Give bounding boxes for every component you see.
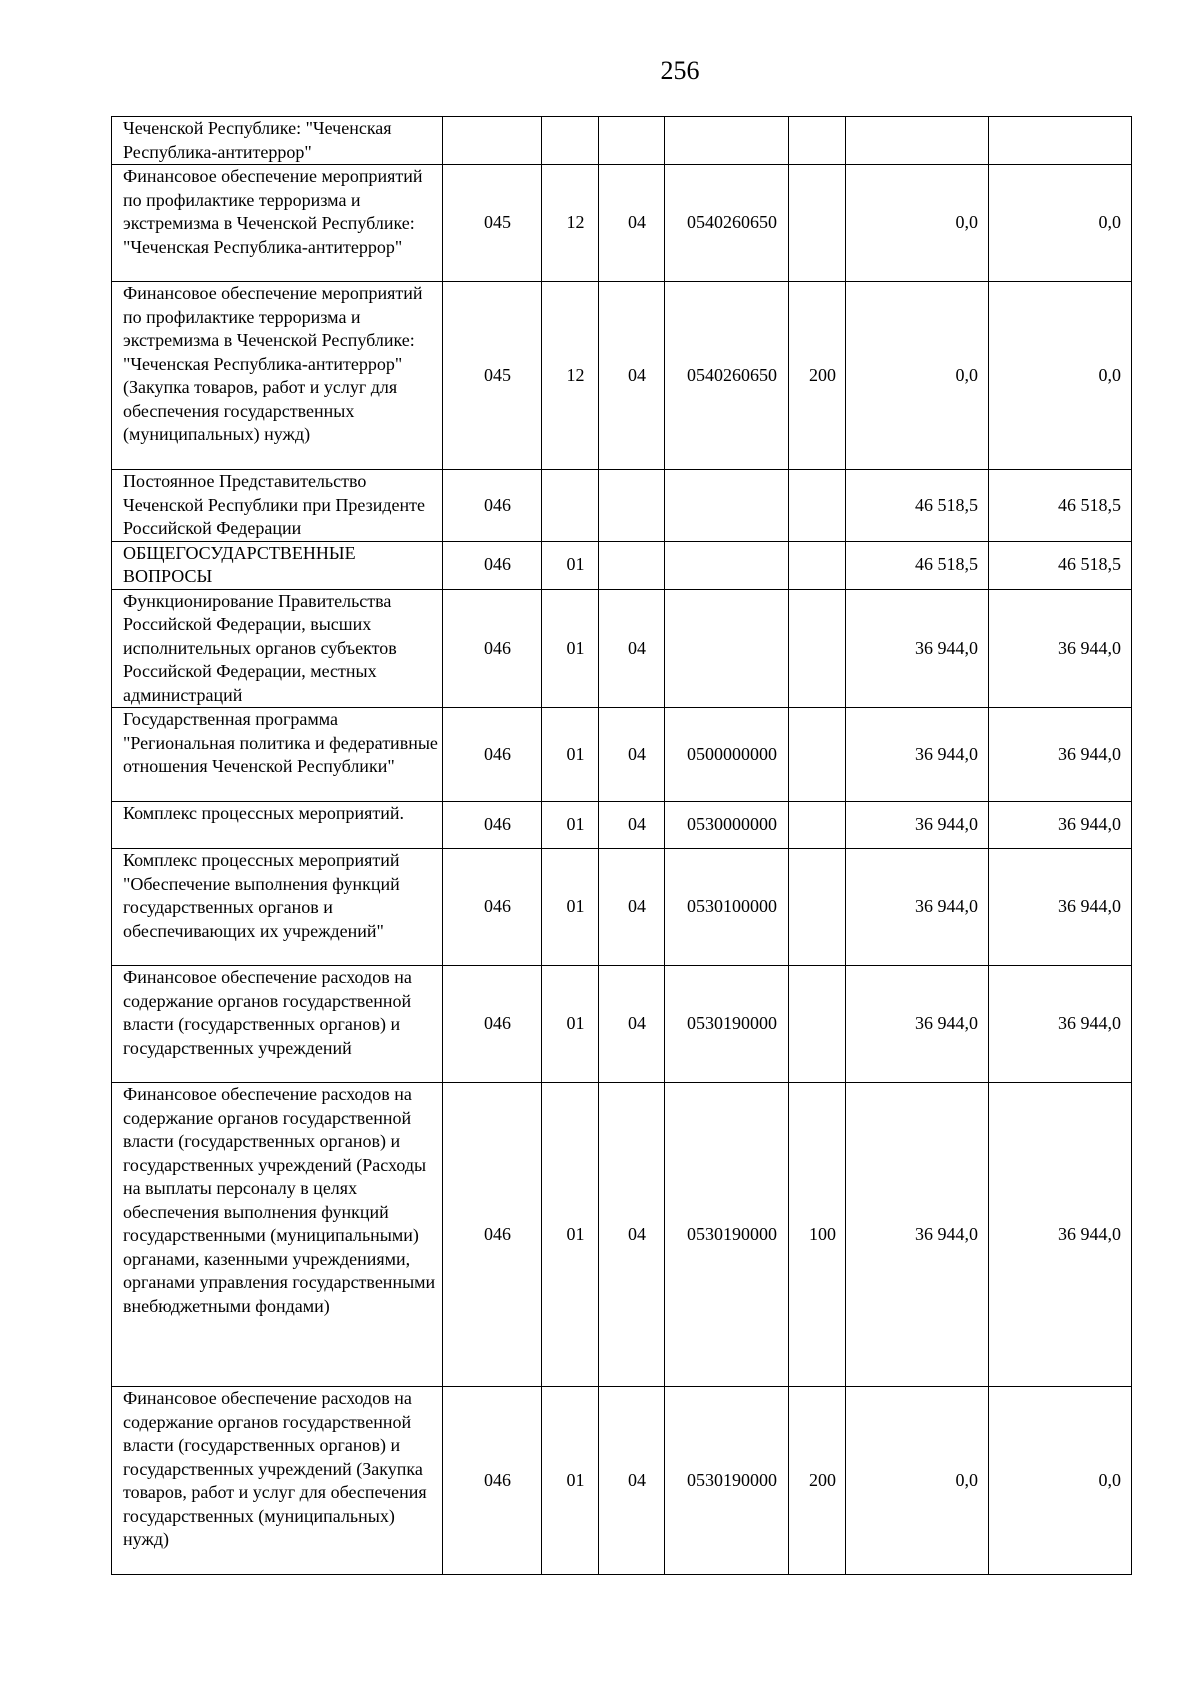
- table-row: [112, 1387, 1132, 1575]
- ministry-code-cell: 046: [443, 849, 542, 966]
- table-row: [112, 541, 1132, 589]
- expense-type-cell: [789, 708, 846, 802]
- table-row: [112, 849, 1132, 966]
- subsection-code-cell: 04: [599, 1083, 665, 1387]
- section-code-cell: [542, 117, 599, 165]
- expense-type-cell: [789, 966, 846, 1083]
- target-article-cell: 0530190000: [665, 966, 789, 1083]
- expense-type-cell: 200: [789, 1387, 846, 1575]
- amount-year-2-cell: 46 518,5: [989, 470, 1132, 542]
- expense-name-cell: Чеченской Республике: "Чеченская Республика-антитеррор": [112, 117, 443, 165]
- expense-type-cell: [789, 165, 846, 282]
- expense-type-cell: 100: [789, 1083, 846, 1387]
- ministry-code-cell: 046: [443, 470, 542, 542]
- budget-table: [111, 116, 1132, 1575]
- target-article-cell: 0530100000: [665, 849, 789, 966]
- expense-name-cell: Финансовое обеспечение расходов на содержание органов государственной власти (государственных органов) и государственных учреждений (Расходы на выплаты персоналу в целях обеспечения выполнения функций государственными (муниципальными) органами, казенными учреждениями, органами управления государственными внебюджетными фондами): [112, 1083, 443, 1387]
- amount-year-2-cell: 0,0: [989, 1387, 1132, 1575]
- amount-year-1-cell: 46 518,5: [846, 470, 989, 542]
- subsection-code-cell: 04: [599, 966, 665, 1083]
- amount-year-1-cell: 36 944,0: [846, 849, 989, 966]
- section-code-cell: 01: [542, 802, 599, 849]
- subsection-code-cell: 04: [599, 282, 665, 470]
- ministry-code-cell: 046: [443, 966, 542, 1083]
- section-code-cell: 01: [542, 966, 599, 1083]
- expense-type-cell: [789, 802, 846, 849]
- section-code-cell: 12: [542, 282, 599, 470]
- table-row: [112, 117, 1132, 165]
- expense-type-cell: [789, 117, 846, 165]
- target-article-cell: 0540260650: [665, 282, 789, 470]
- subsection-code-cell: 04: [599, 165, 665, 282]
- amount-year-1-cell: 0,0: [846, 1387, 989, 1575]
- amount-year-1-cell: 36 944,0: [846, 966, 989, 1083]
- subsection-code-cell: 04: [599, 849, 665, 966]
- amount-year-2-cell: [989, 117, 1132, 165]
- subsection-code-cell: [599, 541, 665, 589]
- amount-year-1-cell: [846, 117, 989, 165]
- expense-type-cell: [789, 589, 846, 708]
- section-code-cell: 01: [542, 541, 599, 589]
- expense-name-cell: Постоянное Представительство Чеченской Республики при Президенте Российской Федерации: [112, 470, 443, 542]
- ministry-code-cell: 046: [443, 802, 542, 849]
- amount-year-1-cell: 0,0: [846, 282, 989, 470]
- ministry-code-cell: [443, 117, 542, 165]
- amount-year-2-cell: 36 944,0: [989, 849, 1132, 966]
- target-article-cell: 0540260650: [665, 165, 789, 282]
- target-article-cell: [665, 541, 789, 589]
- table-row: [112, 708, 1132, 802]
- subsection-code-cell: 04: [599, 589, 665, 708]
- subsection-code-cell: 04: [599, 802, 665, 849]
- section-code-cell: 01: [542, 589, 599, 708]
- expense-type-cell: [789, 541, 846, 589]
- subsection-code-cell: 04: [599, 708, 665, 802]
- expense-name-cell: Финансовое обеспечение мероприятий по профилактике терроризма и экстремизма в Чеченской Республике: "Чеченская Республика-антитеррор" (Закупка товаров, работ и услуг для обеспечения государственных (муниципальных) нужд): [112, 282, 443, 470]
- section-code-cell: 01: [542, 708, 599, 802]
- subsection-code-cell: 04: [599, 1387, 665, 1575]
- expense-name-cell: Государственная программа "Региональная политика и федеративные отношения Чеченской Республики": [112, 708, 443, 802]
- ministry-code-cell: 045: [443, 282, 542, 470]
- expense-name-cell: Комплекс процессных мероприятий.: [112, 802, 443, 849]
- amount-year-2-cell: 36 944,0: [989, 966, 1132, 1083]
- section-code-cell: 01: [542, 1387, 599, 1575]
- amount-year-2-cell: 0,0: [989, 282, 1132, 470]
- expense-name-cell: Комплекс процессных мероприятий "Обеспечение выполнения функций государственных органов и обеспечивающих их учреждений": [112, 849, 443, 966]
- amount-year-2-cell: 36 944,0: [989, 802, 1132, 849]
- page-number: 256: [660, 56, 700, 85]
- table-row: [112, 1083, 1132, 1387]
- table-row: [112, 966, 1132, 1083]
- table-row: [112, 802, 1132, 849]
- expense-type-cell: [789, 470, 846, 542]
- target-article-cell: 0530000000: [665, 802, 789, 849]
- target-article-cell: [665, 470, 789, 542]
- amount-year-1-cell: 46 518,5: [846, 541, 989, 589]
- target-article-cell: 0500000000: [665, 708, 789, 802]
- amount-year-2-cell: 46 518,5: [989, 541, 1132, 589]
- section-code-cell: [542, 470, 599, 542]
- amount-year-1-cell: 36 944,0: [846, 802, 989, 849]
- subsection-code-cell: [599, 470, 665, 542]
- expense-type-cell: [789, 849, 846, 966]
- amount-year-2-cell: 36 944,0: [989, 589, 1132, 708]
- amount-year-1-cell: 36 944,0: [846, 708, 989, 802]
- section-code-cell: 01: [542, 1083, 599, 1387]
- amount-year-2-cell: 0,0: [989, 165, 1132, 282]
- ministry-code-cell: 046: [443, 1387, 542, 1575]
- expense-name-cell: Финансовое обеспечение мероприятий по профилактике терроризма и экстремизма в Чеченской Республике: "Чеченская Республика-антитеррор": [112, 165, 443, 282]
- table-row: [112, 282, 1132, 470]
- target-article-cell: 0530190000: [665, 1387, 789, 1575]
- target-article-cell: [665, 117, 789, 165]
- expense-name-cell: Функционирование Правительства Российской Федерации, высших исполнительных органов субъектов Российской Федерации, местных администраций: [112, 589, 443, 708]
- target-article-cell: [665, 589, 789, 708]
- amount-year-1-cell: 36 944,0: [846, 1083, 989, 1387]
- expense-type-cell: 200: [789, 282, 846, 470]
- expense-name-cell: Финансовое обеспечение расходов на содержание органов государственной власти (государственных органов) и государственных учреждений (Закупка товаров, работ и услуг для обеспечения государственных (муниципальных) нужд): [112, 1387, 443, 1575]
- table-row: [112, 470, 1132, 542]
- table-row: [112, 589, 1132, 708]
- amount-year-1-cell: 0,0: [846, 165, 989, 282]
- expense-name-cell: ОБЩЕГОСУДАРСТВЕННЫЕ ВОПРОСЫ: [112, 541, 443, 589]
- ministry-code-cell: 046: [443, 1083, 542, 1387]
- ministry-code-cell: 045: [443, 165, 542, 282]
- ministry-code-cell: 046: [443, 541, 542, 589]
- section-code-cell: 01: [542, 849, 599, 966]
- expense-name-cell: Финансовое обеспечение расходов на содержание органов государственной власти (государственных органов) и государственных учреждений: [112, 966, 443, 1083]
- section-code-cell: 12: [542, 165, 599, 282]
- ministry-code-cell: 046: [443, 589, 542, 708]
- target-article-cell: 0530190000: [665, 1083, 789, 1387]
- amount-year-1-cell: 36 944,0: [846, 589, 989, 708]
- subsection-code-cell: [599, 117, 665, 165]
- ministry-code-cell: 046: [443, 708, 542, 802]
- table-row: [112, 165, 1132, 282]
- amount-year-2-cell: 36 944,0: [989, 1083, 1132, 1387]
- amount-year-2-cell: 36 944,0: [989, 708, 1132, 802]
